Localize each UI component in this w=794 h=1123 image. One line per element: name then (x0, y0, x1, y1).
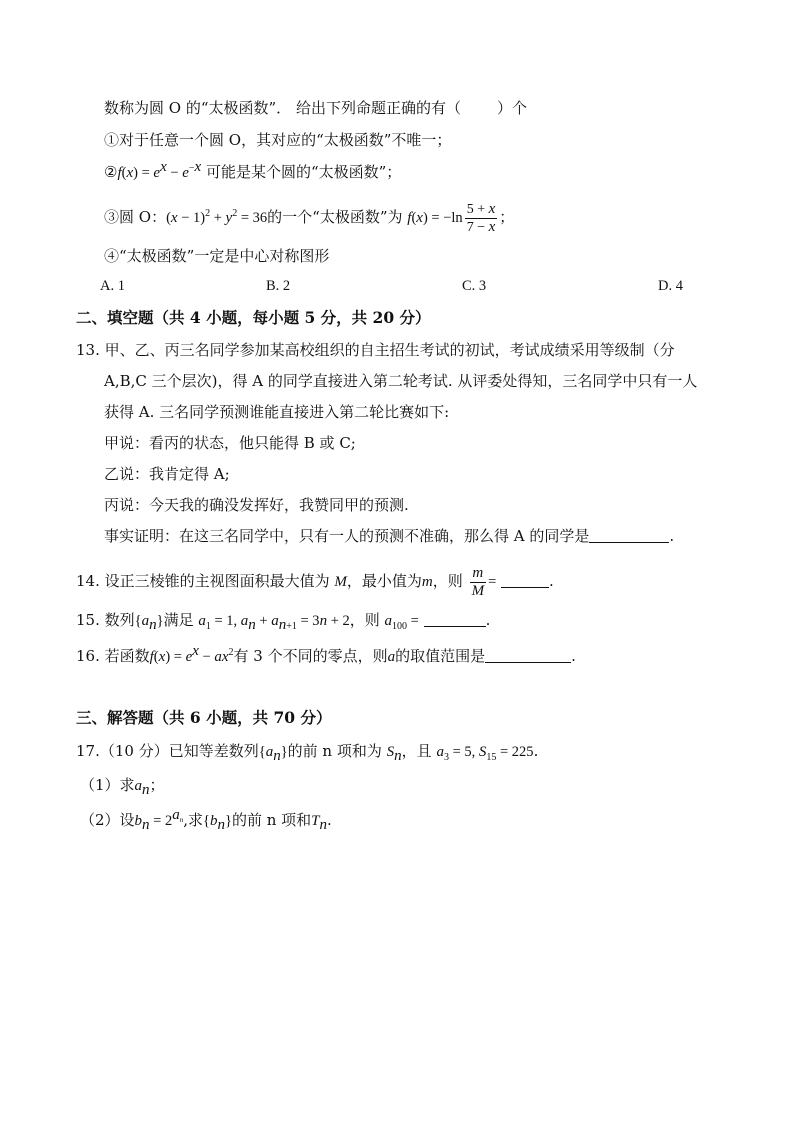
q14-line: 14. 设正三棱锥的主视图面积最大值为 M，最小值为m，则 $\frac{m}{M}$ = . (76, 564, 554, 599)
q13-line-6: 丙说：今天我的确没发挥好，我赞同甲的预测. (104, 496, 409, 514)
q13-answer-blank[interactable] (589, 528, 669, 543)
q17-part-2: （2）设$b_n = 2^{a_n}$,求$\{b_n\}$的前 n 项和$T_n$. (80, 807, 332, 833)
formula-circle: $(x - 1)^2 + y^2 = 36$ (166, 208, 268, 226)
statement-4: ④“太极函数”一定是中心对称图形 (104, 247, 330, 265)
section-solve-title: 三、解答题（共 6 小题，共 70 分） (76, 708, 332, 727)
q16-line: 16. 若函数$f(x) = e^x - ax^2$有 3 个不同的零点，则a的取值范围是 . (76, 643, 576, 665)
option-a[interactable]: A. 1 (100, 278, 125, 294)
seq-an-17: $\{a_n\}$ (258, 744, 288, 764)
statement-3: ③圆 O：$(x - 1)^2 + y^2 = 36$的一个“太极函数”为 f(x) = −ln $\frac{5 + x}{7 - x}$ ； (104, 200, 515, 235)
q13-line-7: 事实证明：在这三名同学中，只有一人的预测不准确，那么得 A 的同学是 . (104, 527, 675, 545)
answer-options (0, 278, 794, 298)
seq-an: $\{a_n\}$ (134, 613, 164, 633)
q17-part-1: （1）求$a_n$； (80, 776, 165, 798)
option-b[interactable]: B. 2 (266, 278, 291, 294)
statement-2: ②f(x) = $e^x - e^{-x}$ 可能是某个圆的“太极函数”； (104, 159, 402, 181)
q13-line-1: 13. 甲、乙、丙三名同学参加某高校组织的自主招生考试的初试，考试成绩采用等级制（分 (76, 341, 675, 359)
formula-fx-ex-minus-ax2: $f(x) = e^x - ax^2$ (149, 643, 234, 665)
q14-answer-blank[interactable] (501, 573, 549, 588)
var-m: m (421, 574, 433, 590)
q17-line: 17.（10 分）已知等差数列$\{a_n\}$的前 n 项和为 $S_n$，且 $a_3 = 5$, $S_{15} = 225$. (76, 742, 539, 764)
var-Tn: $T_n$ (311, 813, 327, 833)
intro-text: 数称为圆 O 的“太极函数”． 给出下列命题正确的有（ (104, 99, 461, 117)
fraction-5plusx-over-7minusx: $\frac{5 + x}{7 - x}$ (466, 200, 496, 235)
section-fill-in-title: 二、填空题（共 4 小题，每小题 5 分，共 20 分） (76, 308, 431, 327)
q16-answer-blank[interactable] (485, 648, 571, 663)
q15-line: 15. 数列$\{a_n\}$满足 $a_1 = 1$, $a_n + a_{n+1} = 3n + 2$，则 $a_{100}$ = . (76, 611, 491, 633)
formula-bn: $b_n = 2^{a_n}$ (134, 807, 184, 833)
formula-fx-neg-ln: f(x) = −ln (407, 210, 463, 226)
formula-recurrence: $a_1 = 1$, $a_n + a_{n+1} = 3n + 2$ (198, 613, 350, 633)
statement-1: ①对于任意一个圆 O，其对应的“太极函数”不唯一； (104, 131, 452, 149)
q13-line-2: A,B,C 三个层次)，得 A 的同学直接进入第二轮考试. 从评委处得知，三名同学中只有一人 (104, 372, 698, 390)
formula-a3-S15: $a_3 = 5$, $S_{15} = 225$ (436, 744, 534, 763)
q13-line-5: 乙说：我肯定得 A; (104, 465, 230, 483)
q15-answer-blank[interactable] (424, 612, 486, 627)
formula-fx-ex-minus-e-negx: $f(x) = e^x - e^{-x}$ (117, 159, 202, 181)
intro-line (104, 98, 527, 118)
fraction-m-over-M: $\frac{m}{M}$ (471, 564, 485, 599)
formula-a100: $a_{100}$ = (384, 613, 419, 632)
intro-text-end: ）个 (496, 99, 527, 117)
var-Sn: $S_n$ (386, 744, 402, 764)
q13-line-3: 获得 A. 三名同学预测谁能直接进入第二轮比赛如下: (104, 403, 450, 421)
var-M: M (334, 574, 347, 590)
option-c[interactable]: C. 3 (462, 278, 487, 294)
var-a: a (387, 649, 396, 665)
option-d[interactable]: D. 4 (658, 278, 683, 294)
seq-bn: $\{b_n\}$ (203, 813, 232, 833)
var-an: $a_n$ (134, 778, 150, 798)
q13-line-4: 甲说：看丙的状态，他只能得 B 或 C; (104, 434, 356, 452)
